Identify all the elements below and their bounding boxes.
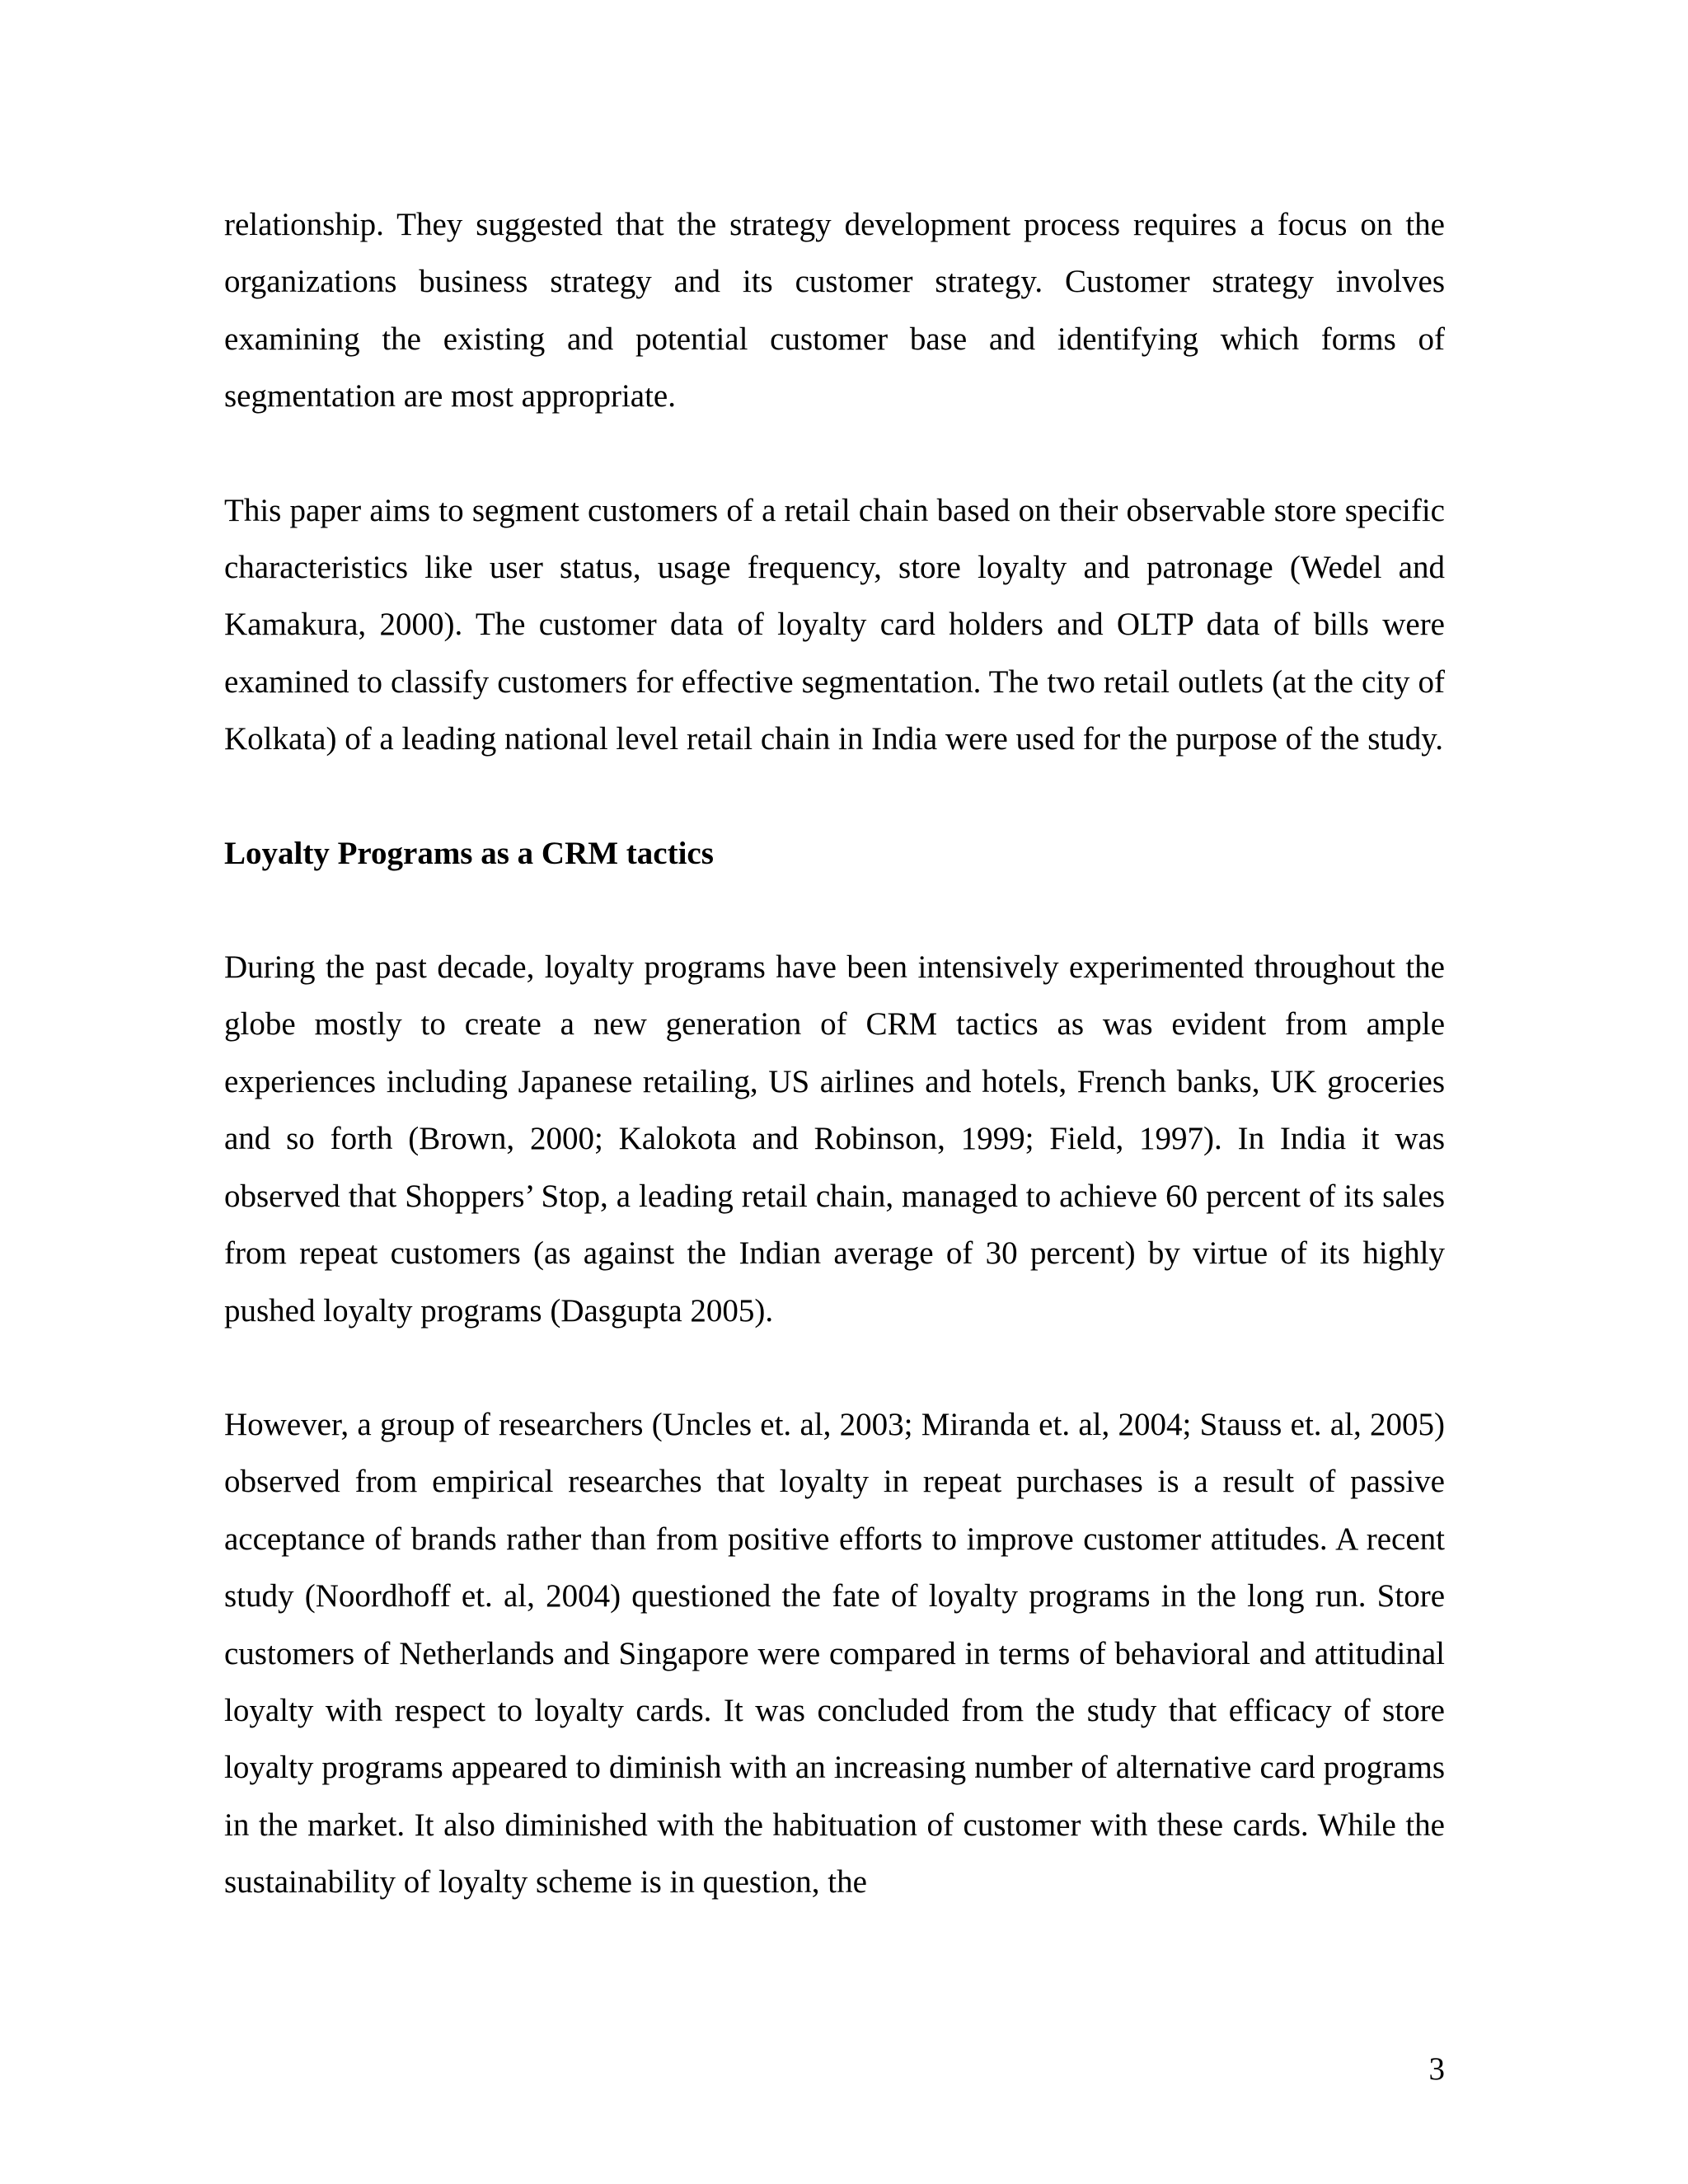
paragraph-spacer	[224, 1339, 1445, 1396]
paragraph-spacer	[224, 425, 1445, 482]
paragraph-loyalty-programs-history: During the past decade, loyalty programs have been intensively experimented throughout the globe mostly to create a new generation of CRM tactics as was evident from ample experiences including Japanese retailing, US airlines and hotels, French banks, UK groceries and so forth (Brown, 2000; Kalokota and Robinson, 1999; Field, 1997). In India it was observed that Shoppers’ Stop, a leading retail chain, managed to achieve 60 percent of its sales from repeat customers (as against the Indian average of 30 percent) by virtue of its highly pushed loyalty programs (Dasgupta 2005).	[224, 949, 1445, 1329]
paragraph-spacer	[224, 768, 1445, 825]
page-body	[224, 196, 1445, 1911]
paragraph-spacer	[224, 882, 1445, 939]
paragraph-strategy-development: relationship. They suggested that the strategy development process requires a focus on the organizations business strategy and its customer strategy. Customer strategy involves examining the existing and potential customer base and identifying which forms of segmentation are most appropriate.	[224, 207, 1445, 415]
section-heading: Loyalty Programs as a CRM tactics	[224, 835, 714, 871]
paragraph-study-aim: This paper aims to segment customers of a retail chain based on their observable store specific characteristics like user status, usage frequency, store loyalty and patronage (Wedel and Kamakura, 2000). The customer data of loyalty card holders and OLTP data of bills were examined to classify customers for effective segmentation. The two retail outlets (at the city of Kolkata) of a leading national level retail chain in India were used for the purpose of the study.	[224, 492, 1445, 757]
paragraph-loyalty-research: However, a group of researchers (Uncles et. al, 2003; Miranda et. al, 2004; Stauss et. al, 2005) observed from empirical researches that loyalty in repeat purchases is a result of passive acceptance of brands rather than from positive efforts to improve customer attitudes. A recent study (Noordhoff et. al, 2004) questioned the fate of loyalty programs in the long run. Store customers of Netherlands and Singapore were compared in terms of behavioral and attitudinal loyalty with respect to loyalty cards. It was concluded from the study that efficacy of store loyalty programs appeared to diminish with an increasing number of alternative card programs in the market. It also diminished with the habituation of customer with these cards. While the sustainability of loyalty scheme is in question, the	[224, 1406, 1445, 1900]
page-number: 3	[1428, 2051, 1445, 2087]
